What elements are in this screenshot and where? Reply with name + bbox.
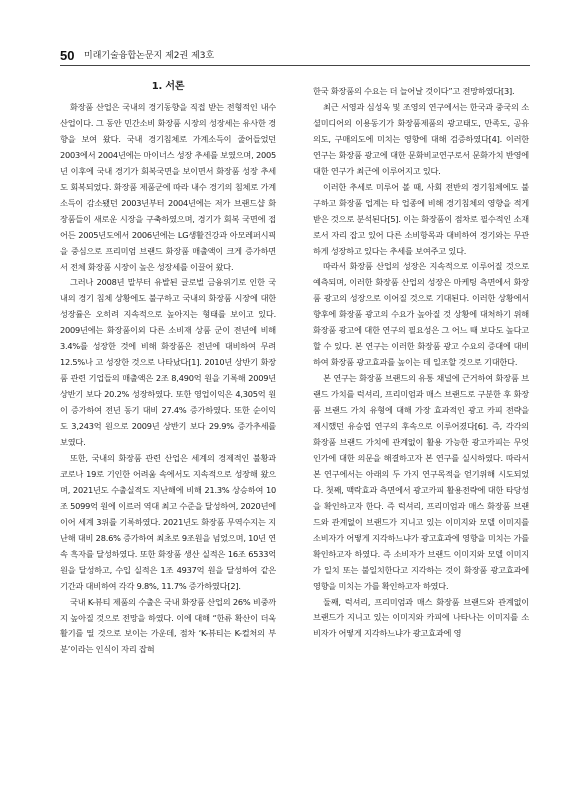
header-rule (60, 65, 530, 66)
paragraph: 화장품 산업은 국내의 경기동향을 직접 받는 전형적인 내수 산업이다. 그 동안 민간소비 화장품 시장의 성장세는 유사한 경향을 보여 왔다. 국내 경기침체로 가계소득이 줄어들었던 2003에서 2004년에는 마이너스 성장 추세를 보였으며, 2005년 이후에 국내 경기가 회복국면을 보이면서 화장품 성장 추세도 회복되었다. 화장품 제품군에 따라 내수 경기의 침체로 가계 소득이 감소됐던 2003년부터 2004년에는 저가 브랜드샵 화장품들이 새로운 시장을 구축하였으며, 경기가 회복 국면에 접어든 2005년도에서 2006년에는 LG생활건강과 아모레퍼시픽을 중심으로 프리미엄 브랜드 화장품 매출액이 크게 증가하면서 전체 화장품 시장이 높은 성장세를 이끌어 왔다. (60, 102, 276, 272)
journal-title: 미래기술융합논문지 제2권 제3호 (84, 51, 215, 61)
paragraph: 이러한 추세로 미루어 볼 때, 사회 전반의 경기침체에도 불구하고 화장품 업계는 타 업종에 비해 경기침체의 영향을 적게 받은 것으로 분석된다[5]. 이는 화장품이 점차로 필수적인 소재로서 자리 잡고 있어 다른 소비항목과 대비하여 경기와는 무관하게 성장하고 있다는 추세를 보여주고 있다. (313, 181, 529, 256)
paragraph: 국내 K-뷰티 제품의 수출은 국내 화장품 산업의 26% 비중까지 높아질 것으로 전망을 하였다. 이에 대해 “한류 확산이 더욱 활기를 띨 것으로 보이는 가운데, 점차 ‘K-뷰티는 K-컬처의 부분’이라는 인식이 자리 잡혀 (60, 596, 276, 655)
left-column (60, 80, 276, 658)
paragraph: 최근 서영과 심성욱 및 조영의 연구에서는 한국과 중국의 소셜미디어의 이용동기가 화장품제품의 광고태도, 만족도, 공유의도, 구매의도에 미치는 영향에 대해 검증하였다[4]. 이러한 연구는 화장품 광고에 대한 문화비교연구로서 문화가치 반영에 대한 연구가 최근에 이루어지고 있다. (313, 101, 529, 176)
paragraph: 그러나 2008년 말부터 유발된 글로벌 금융위기로 인한 국내의 경기 침체 상황에도 불구하고 국내의 화장품 시장에 대한 성장률은 오히려 지속적으로 높아지는 형태를 보이고 있다. 2009년에는 화장품이외 다른 소비재 상품 군이 전년에 비해 3.4%를 성장한 것에 비해 화장품은 전년에 대비하여 무려 12.5%나 고 성장한 것으로 나타났다[1]. 2010년 상반기 화장품 관련 기업들의 매출액은 2조 8,490억 원을 기록해 2009년 상반기 보다 20.2% 성장하였다. 또한 영업이익은 4,305억 원이 증가하여 전년 동기 대비 27.4% 증가하였다. 또한 순이익도 3,243억 원으로 2009년 상반기 보다 29.9% 증가추세를 보였다. (60, 277, 276, 448)
paragraph: 따라서 화장품 산업의 성장은 지속적으로 이루어질 것으로 예측되며, 이러한 화장품 산업의 성장은 마케팅 측면에서 화장품 광고의 성장으로 이어질 것으로 기대된다. 이러한 상황에서 향후에 화장품 광고의 수요가 높아질 것 상황에 대처하기 위해 화장품 광고에 대한 연구의 필요성은 그 어느 때 보다도 높다고 할 수 있다. 본 연구는 이러한 화장품 광고 수요의 증대에 대비하여 화장품 광고효과를 높이는 데 일조할 것으로 기대한다. (313, 261, 529, 368)
paragraph: 또한, 국내의 화장품 관련 산업은 세계의 경제적인 불황과 코로나 19로 기인한 어려움 속에서도 지속적으로 성장해 왔으며, 2021년도 수출실적도 지난해에 비해 21.3% 상승하여 10조 5099억 원에 이르러 역대 최고 수준을 달성하여, 2020년에 이어 세계 3위를 기록하였다. 2021년도 화장품 무역수지는 지난해 대비 28.6% 증가하여 최초로 9조원을 넘었으며, 10년 연속 흑자를 달성하였다. 또한 화장품 생산 실적은 16조 6533억원을 달성하고, 수입 실적은 1조 4937억 원을 달성하여 같은 기간과 대비하여 각각 9.8%, 11.7% 증가하였다[2]. (60, 452, 276, 591)
paragraph: 둘째, 럭셔리, 프리미엄과 매스 화장품 브랜드와 관계없이 브랜드가 지니고 있는 이미지와 카피에 나타나는 이미지를 소비자가 어떻게 지각하느냐가 광고효과에 영 (313, 596, 529, 639)
right-column (313, 84, 529, 642)
page-header (60, 48, 530, 64)
paragraph: 본 연구는 화장품 브랜드의 유통 채널에 근거하여 화장품 브랜드 가치를 럭셔리, 프리미엄과 매스 브랜드로 구분한 후 화장품 브랜드 가치 유형에 대해 가장 효과적인 광고 카피 전략을 제시했던 유승엽 연구의 후속으로 이루어졌다[6]. 즉, 각각의 화장품 브랜드 가치에 관계없이 활용 가능한 광고카피는 무엇인가에 대한 의문을 해결하고자 본 연구를 실시하였다. 따라서 본 연구에서는 아래의 두 가지 연구목적을 얻기위해 시도되었다. 첫째, 맥락효과 측면에서 광고카피 활용전략에 대한 타당성을 확인하고자 한다. 즉 럭셔리, 프리미엄과 매스 화장품 브랜드와 관계없이 브랜드가 지니고 있는 이미지와 모델 이미지를 소비자가 어떻게 지각하느냐가 광고효과에 영향을 미치는 가를 확인하고자 하였다. 즉 소비자가 브랜드 이미지와 모델 이미지가 일치 또는 불일치한다고 지각하는 것이 화장품 광고효과에 영향을 미치는 가를 확인하고자 하였다. (313, 373, 529, 591)
page-number: 50 (60, 48, 75, 63)
paragraph: 한국 화장품의 수요는 더 늘어날 것이다”고 전망하였다[3]. (313, 86, 515, 96)
section-title: 1. 서론 (151, 81, 185, 92)
